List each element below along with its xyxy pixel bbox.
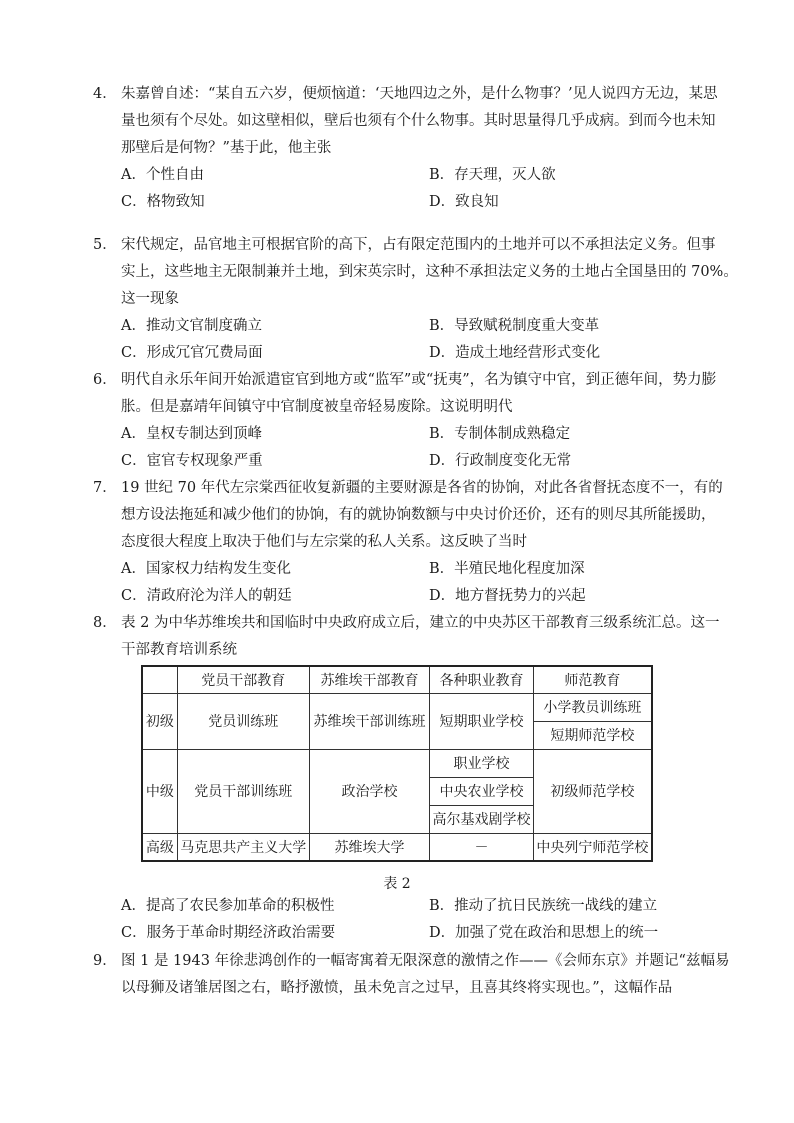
question-7 <box>93 475 723 610</box>
option-c[interactable]: C．形成冗官冗费局面 <box>121 345 263 361</box>
option-a[interactable]: A．提高了农民参加革命的积极性 <box>121 898 335 914</box>
option-d[interactable]: D．加强了党在政治和思想上的统一 <box>429 925 659 941</box>
question-text-line: 实上，这些地主无限制兼并土地，到宋英宗时，这种不承担法定义务的土地占全国垦田的 70%。 <box>121 264 738 280</box>
table-header-cell: 各种职业教育 <box>430 666 534 693</box>
question-text-line: 那壁后是何物？”基于此，他主张 <box>121 140 332 156</box>
table-header-cell <box>142 666 177 693</box>
question-4 <box>93 81 718 216</box>
question-text-line: 明代自永乐年间开始派遣宦官到地方或“监军”或“抚夷”，名为镇守中官，到正德年间，势力膨 <box>121 372 717 388</box>
table-cell: 政治学校 <box>309 749 429 833</box>
option-c[interactable]: C．清政府沦为洋人的朝廷 <box>121 588 292 604</box>
question-text-line: 表 2 为中华苏维埃共和国临时中央政府成立后，建立的中央苏区干部教育三级系统汇总。这一 <box>121 615 720 631</box>
option-d[interactable]: D．造成土地经营形式变化 <box>429 345 601 361</box>
question-text-line: 图 1 是 1943 年徐悲鸿创作的一幅寄寓着无限深意的激情之作——《会师东京》并题记“兹幅易 <box>121 953 730 969</box>
question-text-line: 干部教育培训系统 <box>121 642 237 658</box>
table-header-cell: 师范教育 <box>533 666 652 693</box>
question-8-options <box>93 893 708 947</box>
question-number: 6． <box>93 372 117 388</box>
table-cell: 党员干部训练班 <box>177 749 309 833</box>
option-b[interactable]: B．导致赋税制度重大变革 <box>429 318 600 334</box>
table-cell: 苏维埃干部训练班 <box>309 693 429 749</box>
question-text-line: 这一现象 <box>121 291 179 307</box>
question-number: 4． <box>93 86 117 102</box>
table-cell: 初级师范学校 <box>533 749 652 833</box>
option-b[interactable]: B．存天理，灭人欲 <box>429 167 556 183</box>
table-level-cell: 高级 <box>142 833 177 861</box>
question-9 <box>93 948 730 1002</box>
table-cell: 苏维埃大学 <box>309 833 429 861</box>
table-cell: 高尔基戏剧学校 <box>430 805 534 833</box>
question-text-line: 态度很大程度上取决于他们与左宗棠的私人关系。这反映了当时 <box>121 534 527 550</box>
table-header-cell: 党员干部教育 <box>177 666 309 693</box>
question-6 <box>93 367 717 475</box>
option-c[interactable]: C．服务于革命时期经济政治需要 <box>121 925 336 941</box>
option-b[interactable]: B．半殖民地化程度加深 <box>429 561 585 577</box>
table-caption: 表 2 <box>383 876 411 892</box>
option-a[interactable]: A．皇权专制达到顶峰 <box>121 426 262 442</box>
option-c[interactable]: C．格物致知 <box>121 194 205 210</box>
question-number: 8． <box>93 615 117 631</box>
table-cell: 中央列宁师范学校 <box>533 833 652 861</box>
question-5 <box>93 232 738 367</box>
question-text-line: 朱嘉曾自述：“某自五六岁，便烦恼道：‘天地四边之外，是什么物事？’见人说四方无边，某思 <box>121 86 718 102</box>
question-8 <box>93 610 720 664</box>
option-c[interactable]: C．宦官专权现象严重 <box>121 453 263 469</box>
question-text-line: 想方设法拖延和减少他们的协饷，有的就协饷数额与中央讨价还价，还有的则尽其所能援助， <box>121 507 716 523</box>
table-cell: 职业学校 <box>430 749 534 777</box>
option-b[interactable]: B．专制体制成熟稳定 <box>429 426 571 442</box>
option-b[interactable]: B．推动了抗日民族统一战线的建立 <box>429 898 658 914</box>
question-text-line: 胀。但是嘉靖年间镇守中官制度被皇帝轻易废除。这说明明代 <box>121 399 513 415</box>
table-cell: 中央农业学校 <box>430 777 534 805</box>
question-number: 5． <box>93 237 117 253</box>
option-d[interactable]: D．致良知 <box>429 194 499 210</box>
table-cell: 短期职业学校 <box>430 693 534 749</box>
table-level-cell: 中级 <box>142 749 177 833</box>
table-cell: 马克思共产主义大学 <box>177 833 309 861</box>
table-cell: 小学教员训练班 <box>533 693 652 721</box>
option-a[interactable]: A．推动文官制度确立 <box>121 318 262 334</box>
table-cell: 党员训练班 <box>177 693 309 749</box>
question-number: 9． <box>93 953 117 969</box>
question-text-line: 以母狮及诸雏居图之右，略抒激愤，虽未免言之过早，且喜其终将实现也。”，这幅作品 <box>121 980 673 996</box>
table-header-cell: 苏维埃干部教育 <box>309 666 429 693</box>
option-a[interactable]: A．国家权力结构发生变化 <box>121 561 291 577</box>
option-a[interactable]: A．个性自由 <box>121 167 204 183</box>
question-text-line: 19 世纪 70 年代左宗棠西征收复新疆的主要财源是各省的协饷，对此各省督抚态度不一，有的 <box>121 480 723 496</box>
table-level-cell: 初级 <box>142 693 177 749</box>
question-number: 7． <box>93 480 117 496</box>
option-d[interactable]: D．行政制度变化无常 <box>429 453 572 469</box>
cadre-education-table <box>141 665 653 892</box>
question-text-line: 宋代规定，品官地主可根据官阶的高下，占有限定范围内的土地并可以不承担法定义务。但事 <box>121 237 716 253</box>
option-d[interactable]: D．地方督抚势力的兴起 <box>429 588 586 604</box>
question-text-line: 量也须有个尽处。如这壁相似，壁后也须有个什么物事。其时思量得几乎成病。到而今也未知 <box>121 113 716 129</box>
table-cell: － <box>430 833 534 861</box>
table-cell: 短期师范学校 <box>533 721 652 749</box>
